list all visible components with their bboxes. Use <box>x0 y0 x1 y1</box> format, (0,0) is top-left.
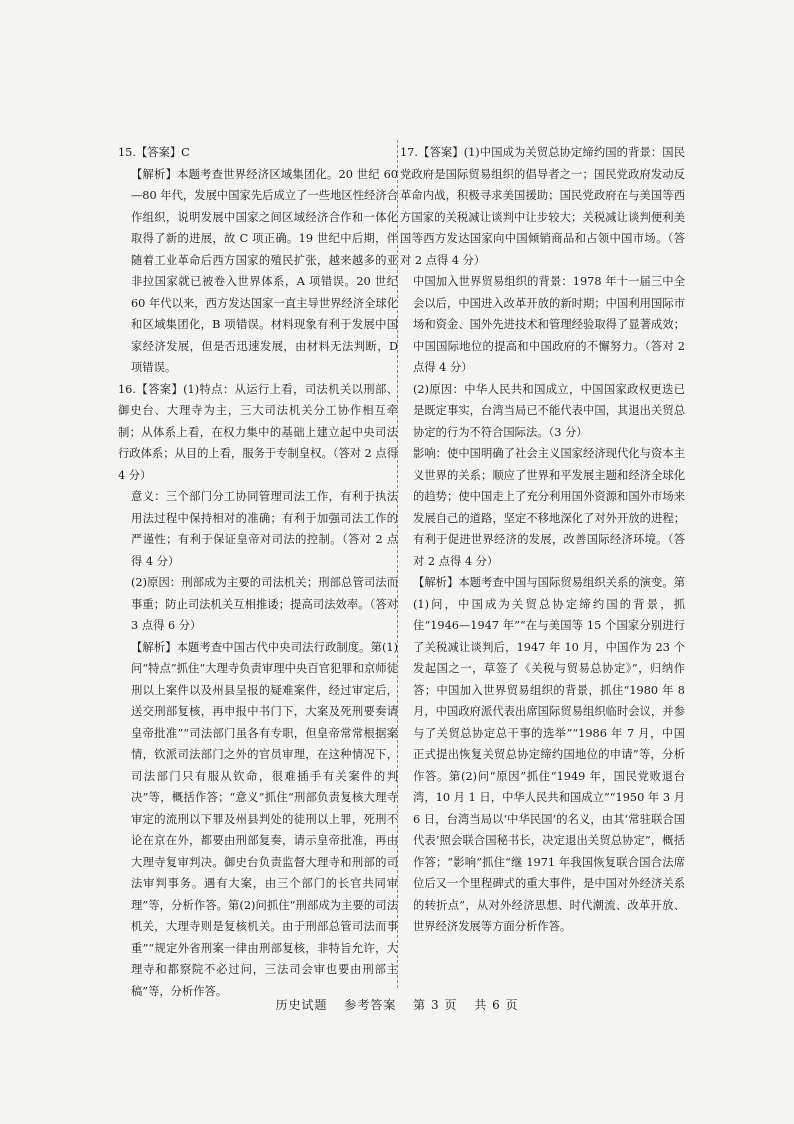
column-divider <box>397 140 398 988</box>
answer-15-line-1 <box>118 142 398 164</box>
answer-17-line-2: 中国加入世界贸易组织的背景：1978 年十一届三中全会以后，中国进入改革开放的新时期；中国利用国际市场和资金、国外先进技术和管理经验取得了显著成效；中国国际地位的提高和中国政府的不懈努力。（答对 2 点得 4 分） <box>413 275 685 374</box>
left-column <box>118 142 398 1002</box>
answer-item-16 <box>118 379 398 1003</box>
answer-16-line-1 <box>118 379 398 487</box>
item-number: 15. <box>118 146 136 159</box>
footer-type: 参考答案 <box>344 998 397 1012</box>
answer-16-line-4: 【解析】本题考查中国古代中央司法行政制度。第(1)问“特点”抓住“大理寺负责审理中央百官犯罪和京师徒刑以上案件以及州县呈报的疑难案件，经过审定后，送交刑部复核，再申报中书门下，大案及死刑要奏请皇帝批准”“司法部门虽各有专职，但皇帝常常根据案情，钦派司法部门之外的官员审理，在这种情况下，司法部门只有服从钦命，很难插手有关案件的判决”等，概括作答；“意义”抓住“刑部负责复核大理寺审定的流刑以下罪及州县判处的徒刑以上罪，死刑不论在京在外，都要由刑部复奏，请示皇帝批准，再由大理寺复审判决。御史台负责监督大理寺和刑部的司法审判事务。遇有大案，由三个部门的长官共同审理”等，分析作答。第(2)问抓住“刑部成为主要的司法机关，大理寺则是复核机关。由于刑部总管司法而事重”“规定外省刑案一律由刑部复核，非特旨允许，大理寺和都察院不必过问，三法司会审也要由刑部主稿”等，分析作答。 <box>131 640 398 998</box>
footer-total: 共 6 页 <box>474 998 519 1012</box>
answer-17-line-1 <box>400 142 685 271</box>
answer-16-line-2: 意义：三个部门分工协同管理司法工作，有利于执法用法过程中保持相对的准确；有利于加强司法工作的严谨性；有利于保证皇帝对司法的控制。（答对 2 点得 4 分） <box>131 490 398 568</box>
answer-17-line-5: 【解析】本题考查中国与国际贸易组织关系的演变。第(1)问，中国成为关贸总协定缔约国的背景，抓住“1946—1947 年”“在与美国等 15 个国家分别进行了关税减让谈判后，1947 年 10 月，中国作为 23 个发起国之一，草签了《关税与贸易总协定》”，归纳作答；中国加入世界贸易组织的背景，抓住“1980 年 8 月，中国政府派代表出席国际贸易组织临时会议，并参与了关贸总协定总干事的选举”“1986 年 7 月，中国正式提出恢复关贸总协定缔约国地位的申请”等，分析作答。第(2)问“原因”抓住“1949 年，国民党败退台湾，10 月 1 日，中华人民共和国成立”“1950 年 3 月 6 日，台湾当局以‘中华民国’的名义，由其‘常驻联合国代表’照会联合国秘书长，决定退出关贸总协定”，概括作答；“影响”抓住“继 1971 年我国恢复联合国合法席位后又一个里程碑式的重大事件，是中国对外经济关系的转折点”，从对外经济思想、时代潮流、改革开放、世界经济发展等方面分析作答。 <box>413 576 685 933</box>
footer-subject: 历史试题 <box>275 998 328 1012</box>
answer-text: 【答案】(1)特点：从运行上看，司法机关以刑部、御史台、大理寺为主，三大司法机关分工协作相互牵制；从体系上看，在权力集中的基础上建立起中央司法行政体系；从目的上看，服务于专制皇权。（答对 2 点得 4 分） <box>118 382 398 482</box>
answer-15-line-2: 【解析】本题考查世界经济区域集团化。20 世纪 60—80 年代，发展中国家先后成立了一些地区性经济合作组织，说明发展中国家之间区域经济合作和一体化取得了新的进展，故 C 项正确。19 世纪中后期，伴随着工业革命后西方国家的殖民扩张，越来越多的亚非拉国家就已被卷入世界体系，A 项错误。20 世纪 60 年代以来，西方发达国家一直主导世界经济全球化和区域集团化，B 项错误。材料现象有利于发展中国家经济发展，但是否迅速发展，由材料无法判断，D 项错误。 <box>131 167 398 374</box>
right-column <box>400 142 685 938</box>
answer-item-17 <box>400 142 685 938</box>
answer-text: 【答案】(1)中国成为关贸总协定缔约国的背景：国民党政府是国际贸易组织的倡导者之一；国民党政府发动反革命内战，积极寻求美国援助；国民党政府在与美国等西方国家的关税减让谈判中让步较大；关税减让谈判便利美国等西方发达国家向中国倾销商品和占领中国市场。（答对 2 点得 4 分） <box>400 146 685 267</box>
footer-page: 第 3 页 <box>413 998 458 1012</box>
answer-17-line-3: (2)原因：中华人民共和国成立，中国国家政权更迭已是既定事实，台湾当局已不能代表中国，其退出关贸总协定的行为不符合国际法。（3 分） <box>413 382 685 439</box>
item-number: 16. <box>118 382 136 396</box>
answer-item-15 <box>118 142 398 379</box>
answer-text: 【答案】C <box>135 146 190 159</box>
page-footer <box>0 996 794 1013</box>
answer-17-line-4: 影响：使中国明确了社会主义国家经济现代化与资本主义世界的关系；顺应了世界和平发展主题和经济全球化的趋势；使中国走上了充分利用国外资源和国外市场来发展自己的道路，坚定不移地深化了对外开放的进程；有利于促进世界经济的发展，改善国际经济环境。（答对 2 点得 4 分） <box>413 447 685 568</box>
item-number: 17. <box>400 146 418 159</box>
answer-16-line-3: (2)原因：刑部成为主要的司法机关；刑部总管司法而事重；防止司法机关互相推诿；提高司法效率。（答对 3 点得 6 分） <box>131 576 398 632</box>
